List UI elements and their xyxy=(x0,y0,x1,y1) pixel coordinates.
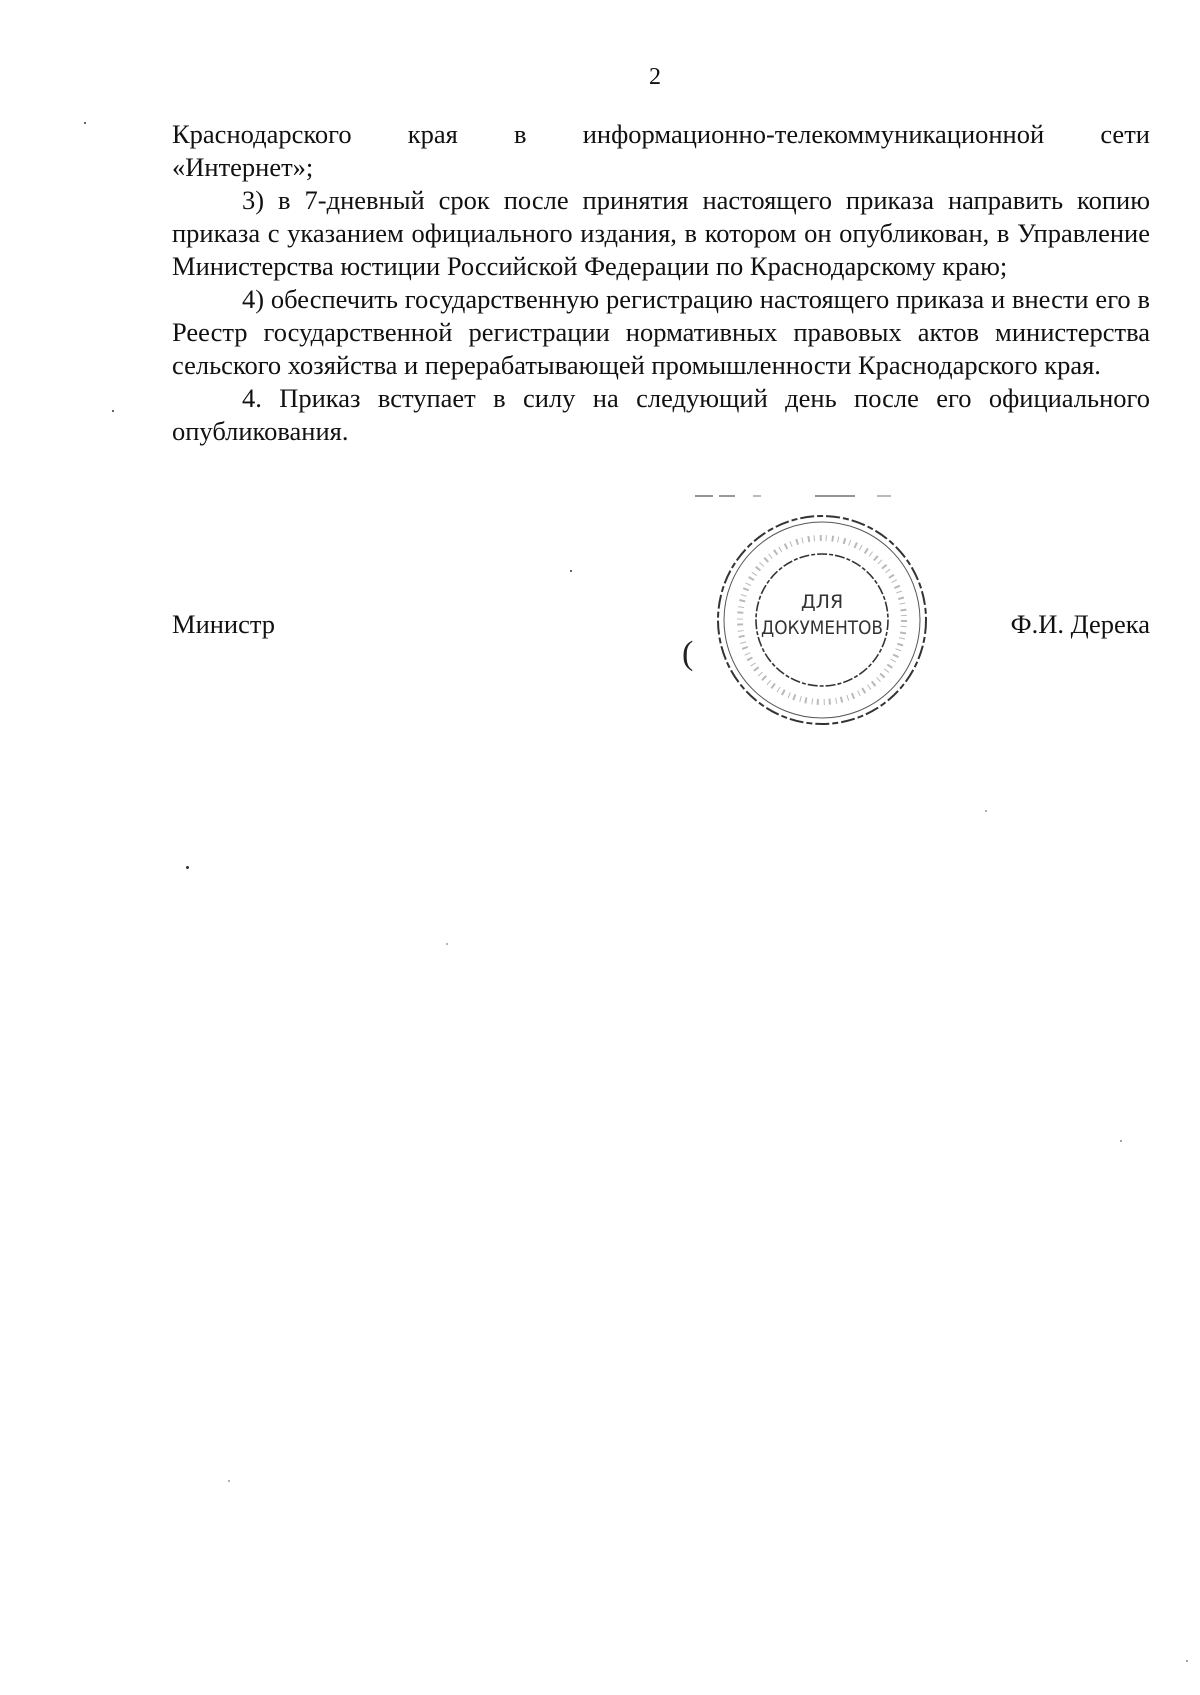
scan-speck xyxy=(1120,1140,1122,1142)
paragraph-clause-4: 4. Приказ вступает в силу на следующий день после его официального опубликования. xyxy=(172,383,1150,446)
word: Краснодарского xyxy=(172,119,352,149)
scan-speck xyxy=(1186,1660,1188,1662)
seal-line-1: ДЛЯ xyxy=(800,591,844,613)
signature-title: Министр xyxy=(172,609,276,639)
scan-bracket-mark: ( xyxy=(682,635,694,672)
document-body xyxy=(172,118,1150,448)
scan-speck xyxy=(570,570,572,572)
scan-speck xyxy=(985,810,987,812)
word: в xyxy=(514,119,527,149)
page-number: 2 xyxy=(649,64,661,90)
scan-dash-marks xyxy=(695,494,935,498)
scan-speck xyxy=(228,1480,230,1482)
word: края xyxy=(407,119,458,149)
seal-line-2: ДОКУМЕНТОВ xyxy=(761,617,883,639)
paragraph-1-line-1 xyxy=(172,118,1150,151)
signature-name: Ф.И. Дерека xyxy=(1010,609,1150,639)
word: информационно-телекоммуникационной xyxy=(582,119,1045,149)
scan-speck xyxy=(446,943,448,945)
official-seal-icon xyxy=(712,510,932,730)
paragraph-item-3: 3) в 7-дневный срок после принятия настоящего приказа направить копию приказа с указанием официального издания, в котором он опубликован, в Управление Министерства юстиции Российской Федерации по Краснодарскому краю; xyxy=(172,185,1150,281)
scan-speck xyxy=(84,122,86,124)
word: сети xyxy=(1100,119,1150,149)
scan-speck xyxy=(112,410,114,412)
paragraph-1-line-2: «Интернет»; xyxy=(172,152,314,182)
paragraph-item-4: 4) обеспечить государственную регистрацию настоящего приказа и внести его в Реестр государственной регистрации нормативных правовых актов министерства сельского хозяйства и перерабатывающей промышленности Краснодарского края. xyxy=(172,284,1150,380)
scan-speck xyxy=(186,866,189,869)
